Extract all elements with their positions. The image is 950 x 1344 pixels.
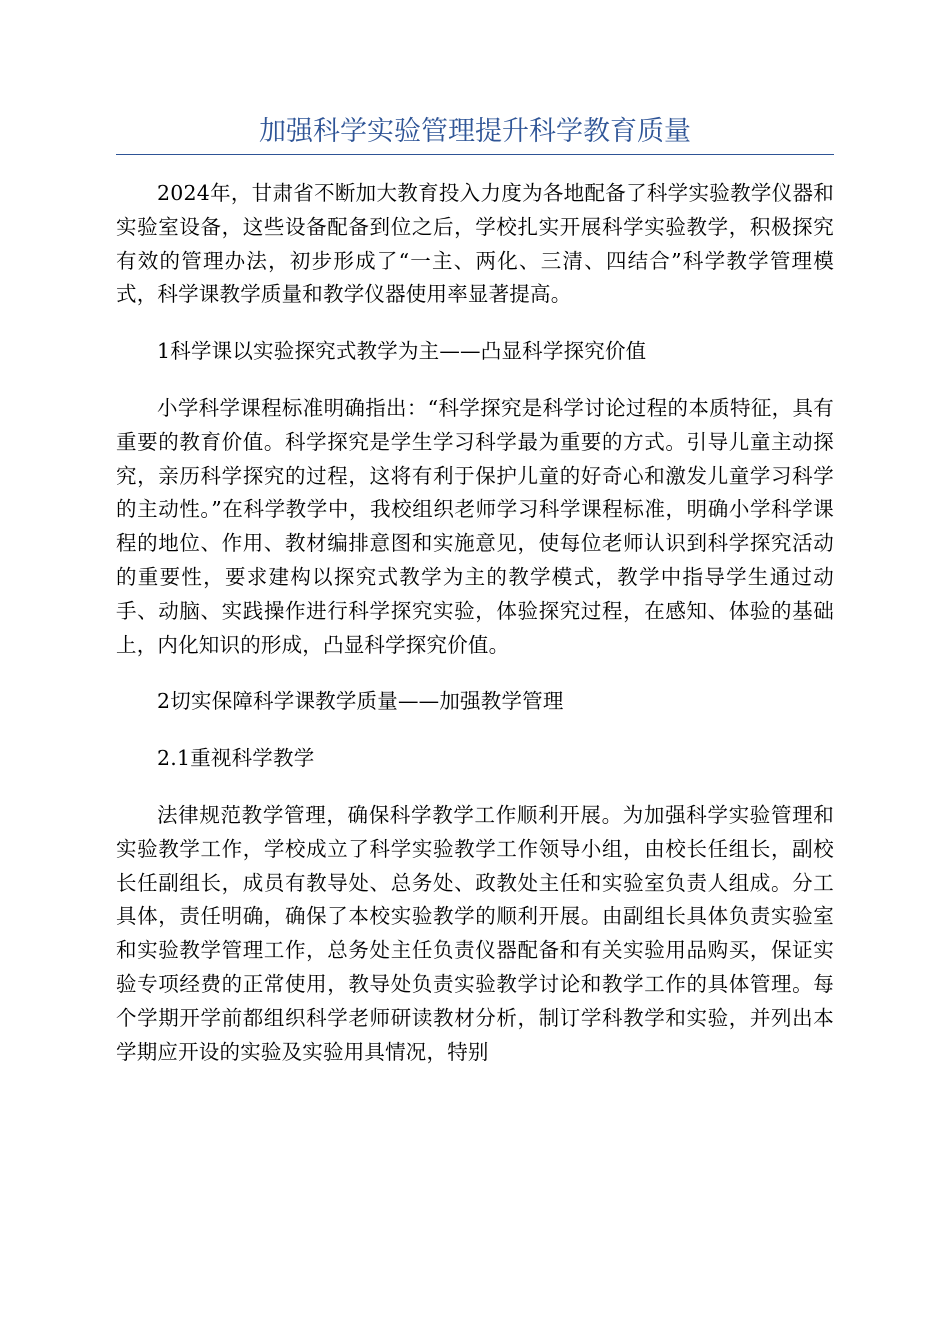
document-title: 加强科学实验管理提升科学教育质量 bbox=[259, 116, 691, 147]
subsection-2-1-paragraph: 法律规范教学管理，确保科学教学工作顺利开展。为加强科学实验管理和实验教学工作，学校成立了科学实验教学工作领导小组，由校长任组长，副校长任副组长，成员有教导处、总务处、政教处主任和实验室负责人组成。分工具体，责任明确，确保了本校实验教学的顺利开展。由副组长具体负责实验室和实验教学管理工作，总务处主任负责仪器配备和有关实验用品购买，保证实验专项经费的正常使用，教导处负责实验教学讨论和教学工作的具体管理。每个学期开学前都组织科学老师研读教材分析，制订学科教学和实验，并列出本学期应开设的实验及实验用具情况，特别 bbox=[116, 802, 834, 1064]
document-body bbox=[116, 177, 834, 1069]
section-heading-2: 2切实保障科学课教学质量——加强教学管理 bbox=[157, 689, 564, 714]
subsection-heading-2-1: 2.1重视科学教学 bbox=[157, 746, 315, 771]
intro-paragraph: 2024年，甘肃省不断加大教育投入力度为各地配备了科学实验教学仪器和实验室设备，这些设备配备到位之后，学校扎实开展科学实验教学，积极探究有效的管理办法，初步形成了“一主、两化、三清、四结合”科学教学管理模式，科学课教学质量和教学仪器使用率显著提高。 bbox=[116, 181, 834, 307]
section-heading-1: 1科学课以实验探究式教学为主——凸显科学探究价值 bbox=[157, 339, 647, 364]
title-underline bbox=[116, 154, 834, 155]
section-1-paragraph: 小学科学课程标准明确指出：“科学探究是科学讨论过程的本质特征，具有重要的教育价值。科学探究是学生学习科学最为重要的方式。引导儿童主动探究，亲历科学探究的过程，这将有利于保护儿童的好奇心和激发儿童学习科学的主动性。”在科学教学中，我校组织老师学习科学课程标准，明确小学科学课程的地位、作用、教材编排意图和实施意见，使每位老师认识到科学探究活动的重要性，要求建构以探究式教学为主的教学模式，教学中指导学生通过动手、动脑、实践操作进行科学探究实验，体验探究过程，在感知、体验的基础上，内化知识的形成，凸显科学探究价值。 bbox=[116, 395, 834, 657]
